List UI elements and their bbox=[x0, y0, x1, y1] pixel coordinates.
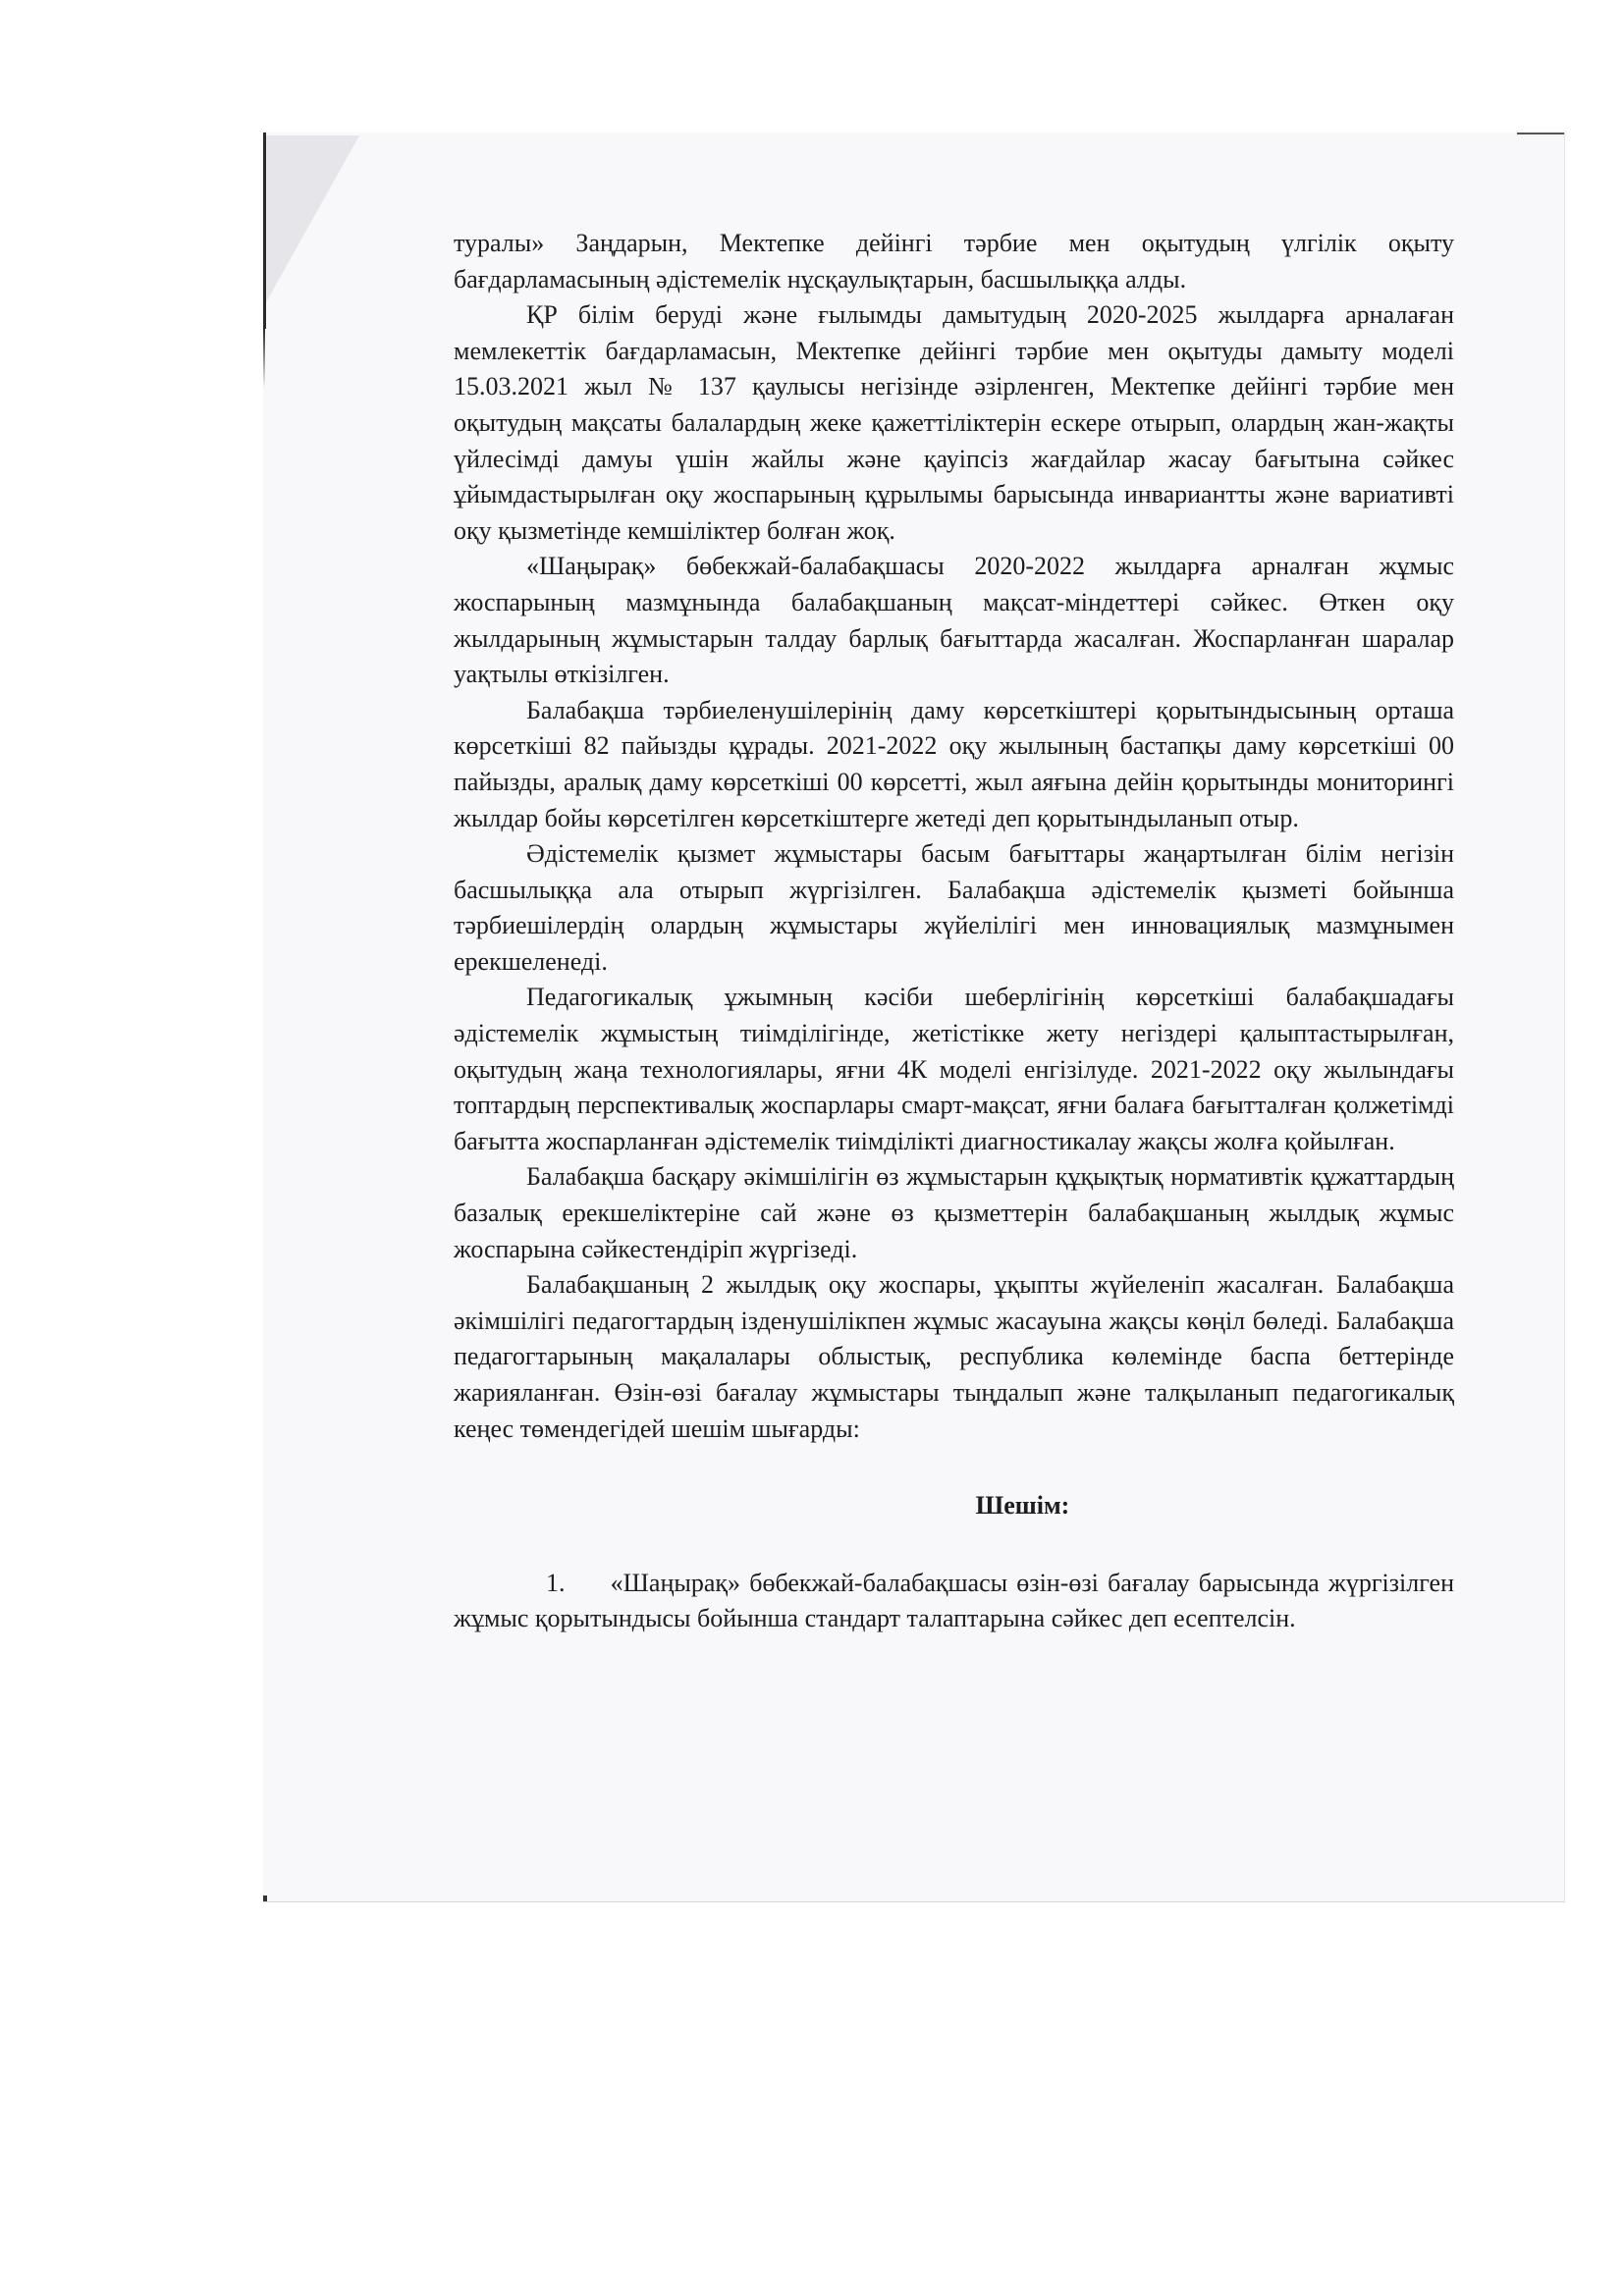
scan-edge-top-right bbox=[1517, 133, 1565, 134]
paragraph-methodical-service: Әдістемелік қызмет жұмыстары басым бағыттары жаңартылған білім негізін басшылыққа ала отырып жүргізілген. Балабақша әдістемелік қызметі бойынша тәрбиешілердің олардың жұмыстары жүйелілігі мен инновациялық мазмұнымен ерекшеленеді. bbox=[454, 839, 1454, 976]
document-body bbox=[454, 226, 1454, 1637]
scan-mark bbox=[263, 1896, 267, 1901]
scan-edge-right bbox=[1564, 133, 1565, 1902]
paragraph-continuation: туралы» Заңдарын, Мектепке дейінгі тәрбие мен оқытудың үлгілік оқыту бағдарламасының әдістемелік нұсқаулықтарын, басшылыққа алды. bbox=[454, 229, 1454, 294]
decision-heading: Шешім: bbox=[975, 1491, 1070, 1521]
paragraph-state-program: ҚР білім беруді және ғылымды дамытудың 2020-2025 жылдарға арналаған мемлекеттік бағдарламасын, Мектепке дейінгі тәрбие мен оқытуды дамыту моделі 15.03.2021 жыл № 137 қаулысы негізінде әзірленген, Мектепке дейінгі тәрбие мен оқытудың мақсаты балалардың жеке қажеттіліктерін ескере отырып, олардың жан-жақты үйлесімді дамуы үшін жайлы және қауіпсіз жағдайлар жасау бағытына сәйкес ұйымдастырылған оқу жоспарының құрылымы барысында инвариантты және вариативті оқу қызметінде кемшіліктер болған жоқ. bbox=[454, 300, 1454, 545]
scan-edge-bottom bbox=[263, 1901, 1565, 1902]
scan-edge-left bbox=[263, 133, 266, 329]
paragraph-work-plan: «Шаңырақ» бөбекжай-балабақшасы 2020-2022 жылдарға арналған жұмыс жоспарының мазмұнында балабақшаның мақсат-міндеттері сәйкес. Өткен оқу жылдарының жұмыстарын талдау барлық бағыттарда жасалған. Жоспарланған шаралар уақтылы өткізілген. bbox=[454, 552, 1454, 689]
folded-corner-shadow bbox=[266, 135, 359, 302]
decision-item-text: «Шаңырақ» бөбекжай-балабақшасы өзін-өзі бағалау барысында жүргізілген жұмыс қорытындысы бойынша стандарт талаптарына сәйкес деп есептелсін. bbox=[454, 1568, 1454, 1633]
paragraph-pedagogical-skill: Педагогикалық ұжымның кәсіби шеберлігінің көрсеткіші балабақшадағы әдістемелік жұмыстың тиімділігінде, жетістікке жету негіздері қалыптастырылған, оқытудың жаңа технологиялары, яғни 4К моделі енгізілуде. 2021-2022 оқу жылындағы топтардың перспективалық жоспарлары смарт-мақсат, яғни балаға бағытталған қолжетімді бағытта жоспарланған әдістемелік тиімділікті диагностикалау жақсы жолға қойылған. bbox=[454, 983, 1454, 1155]
paragraph-development-indicators: Балабақша тәрбиеленушілерінің даму көрсеткіштері қорытындысының орташа көрсеткіші 82 пайызды құрады. 2021-2022 оқу жылының бастапқы даму көрсеткіші 00 пайызды, аралық даму көрсеткіші 00 көрсетті, жыл аяғына дейін қорытынды мониторингі жылдар бойы көрсетілген көрсеткіштерге жетеді деп қорытындыланып отыр. bbox=[454, 695, 1454, 832]
decision-item bbox=[454, 1566, 1454, 1637]
scan-edge-left-fade bbox=[263, 329, 265, 388]
paragraph-study-plan: Балабақшаның 2 жылдық оқу жоспары, ұқыпты жүйеленіп жасалған. Балабақша әкімшілігі педагогтардың ізденушілікпен жұмыс жасауына жақсы көңіл бөледі. Балабақша педагогтарының мақалалары облыстық, республика көлемінде баспа беттерінде жарияланған. Өзін-өзі бағалау жұмыстары тыңдалып және талқыланып педагогикалық кеңес төмендегідей шешім шығарды: bbox=[454, 1270, 1454, 1443]
decision-item-number: 1. bbox=[546, 1568, 566, 1597]
paragraph-administration: Балабақша басқару әкімшілігін өз жұмыстарын құқықтық нормативтік құжаттардың базалық ерекшеліктеріне сай және өз қызметтерін балабақшаның жылдық жұмыс жоспарына сәйкестендіріп жүргізеді. bbox=[454, 1162, 1454, 1263]
